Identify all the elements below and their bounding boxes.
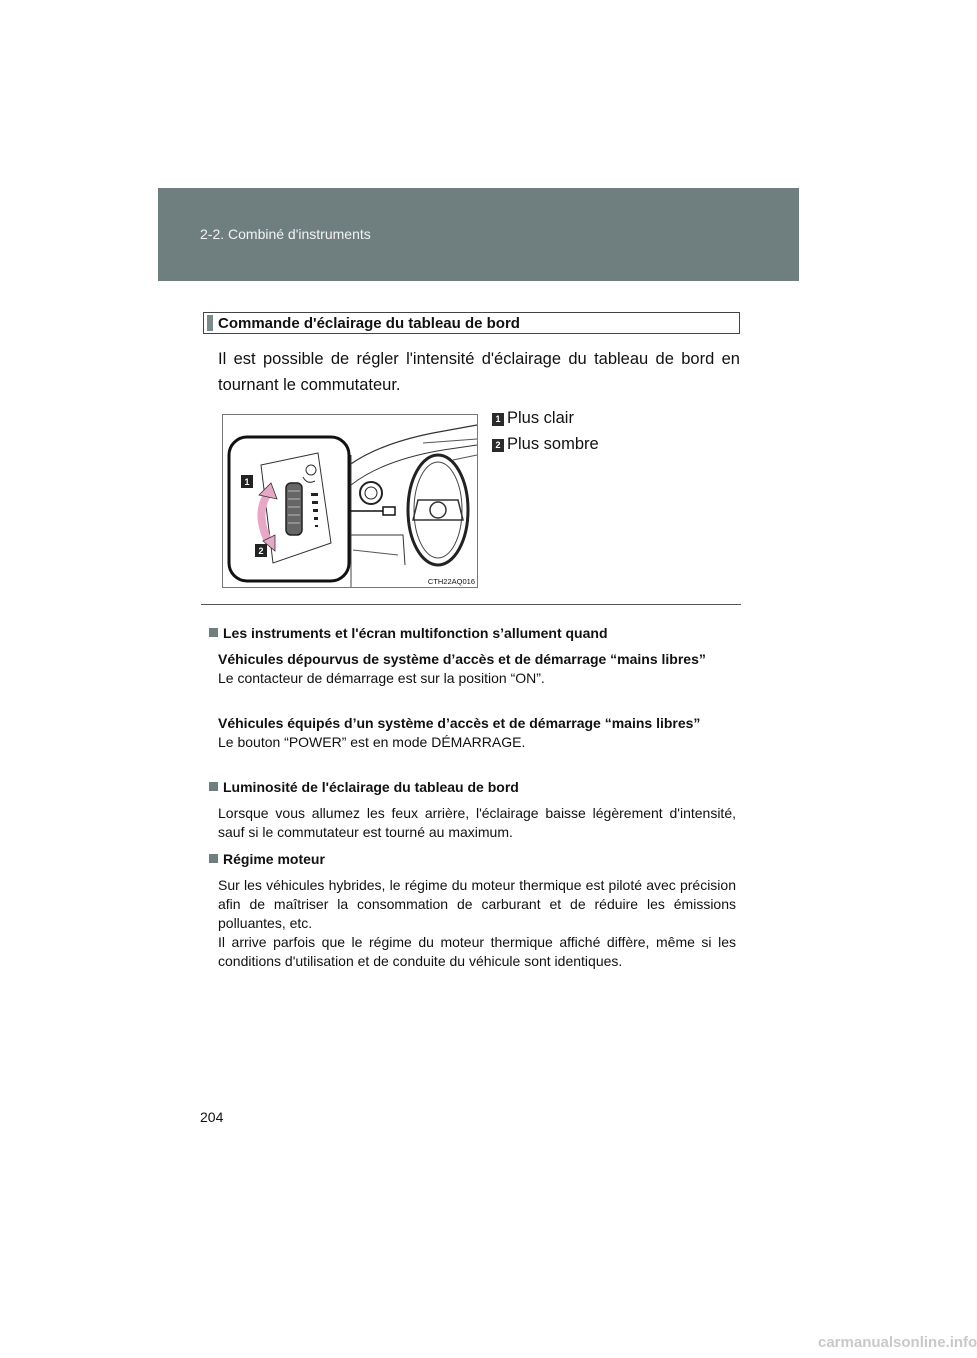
note-3-paragraph-2: Il arrive parfois que le régime du moteur thermique affiché diffère, même si les conditions d'utilisation et de conduite du véhicule sont identiques. — [218, 934, 736, 969]
legend-badge-2: 2 — [492, 439, 504, 452]
figure-callout-1: 1 — [244, 477, 250, 487]
legend-badge-1: 1 — [492, 413, 504, 426]
note-heading-text: Luminosité de l'éclairage du tableau de bord — [223, 779, 519, 795]
square-bullet-icon — [209, 628, 218, 637]
note-heading-text: Les instruments et l'écran multifonction s’allument quand — [223, 625, 608, 641]
note-1-paragraph-2 — [218, 714, 736, 752]
note-1-paragraph-1 — [218, 650, 736, 688]
dashboard-drawing — [223, 415, 479, 589]
section-title: Commande d'éclairage du tableau de bord — [218, 315, 520, 332]
watermark: carmanualsonline.info — [818, 1334, 977, 1351]
section-heading — [203, 312, 740, 334]
note-heading-1 — [209, 624, 736, 643]
note-2-paragraph-1: Lorsque vous allumez les feux arrière, l'éclairage baisse légèrement d'intensité, sauf si le commutateur est tourné au maximum. — [218, 805, 736, 840]
square-bullet-icon — [209, 854, 218, 863]
paragraph-condition: Véhicules équipés d’un système d’accès et de démarrage “mains libres” — [218, 715, 701, 731]
dashboard-illustration — [222, 414, 478, 588]
square-bullet-icon — [209, 782, 218, 791]
breadcrumb: 2-2. Combiné d'instruments — [200, 226, 371, 242]
intro-paragraph: Il est possible de régler l'intensité d'éclairage du tableau de bord en tournant le commutateur. — [218, 350, 740, 394]
paragraph-text: Le bouton “POWER” est en mode DÉMARRAGE. — [218, 734, 526, 750]
figure-code: CTH22AQ016 — [427, 577, 475, 586]
figure-callout-2: 2 — [258, 546, 264, 556]
note-heading-text: Régime moteur — [223, 851, 325, 867]
note-3-paragraph-1: Sur les véhicules hybrides, le régime du moteur thermique est piloté avec précision afin de maîtriser la consommation de carburant et de réduire les émissions polluantes, etc. — [218, 877, 736, 931]
section-marker — [207, 315, 213, 331]
note-heading-2 — [209, 778, 736, 797]
legend-item-1 — [492, 409, 574, 428]
note-heading-3 — [209, 850, 736, 869]
legend-label-1: Plus clair — [507, 409, 574, 427]
paragraph-condition: Véhicules dépourvus de système d’accès et de démarrage “mains libres” — [218, 651, 706, 667]
legend-label-2: Plus sombre — [507, 435, 599, 453]
paragraph-text: Le contacteur de démarrage est sur la position “ON”. — [218, 670, 545, 686]
legend-item-2 — [492, 435, 599, 454]
page-number: 204 — [200, 1109, 224, 1125]
section-divider — [201, 604, 741, 605]
